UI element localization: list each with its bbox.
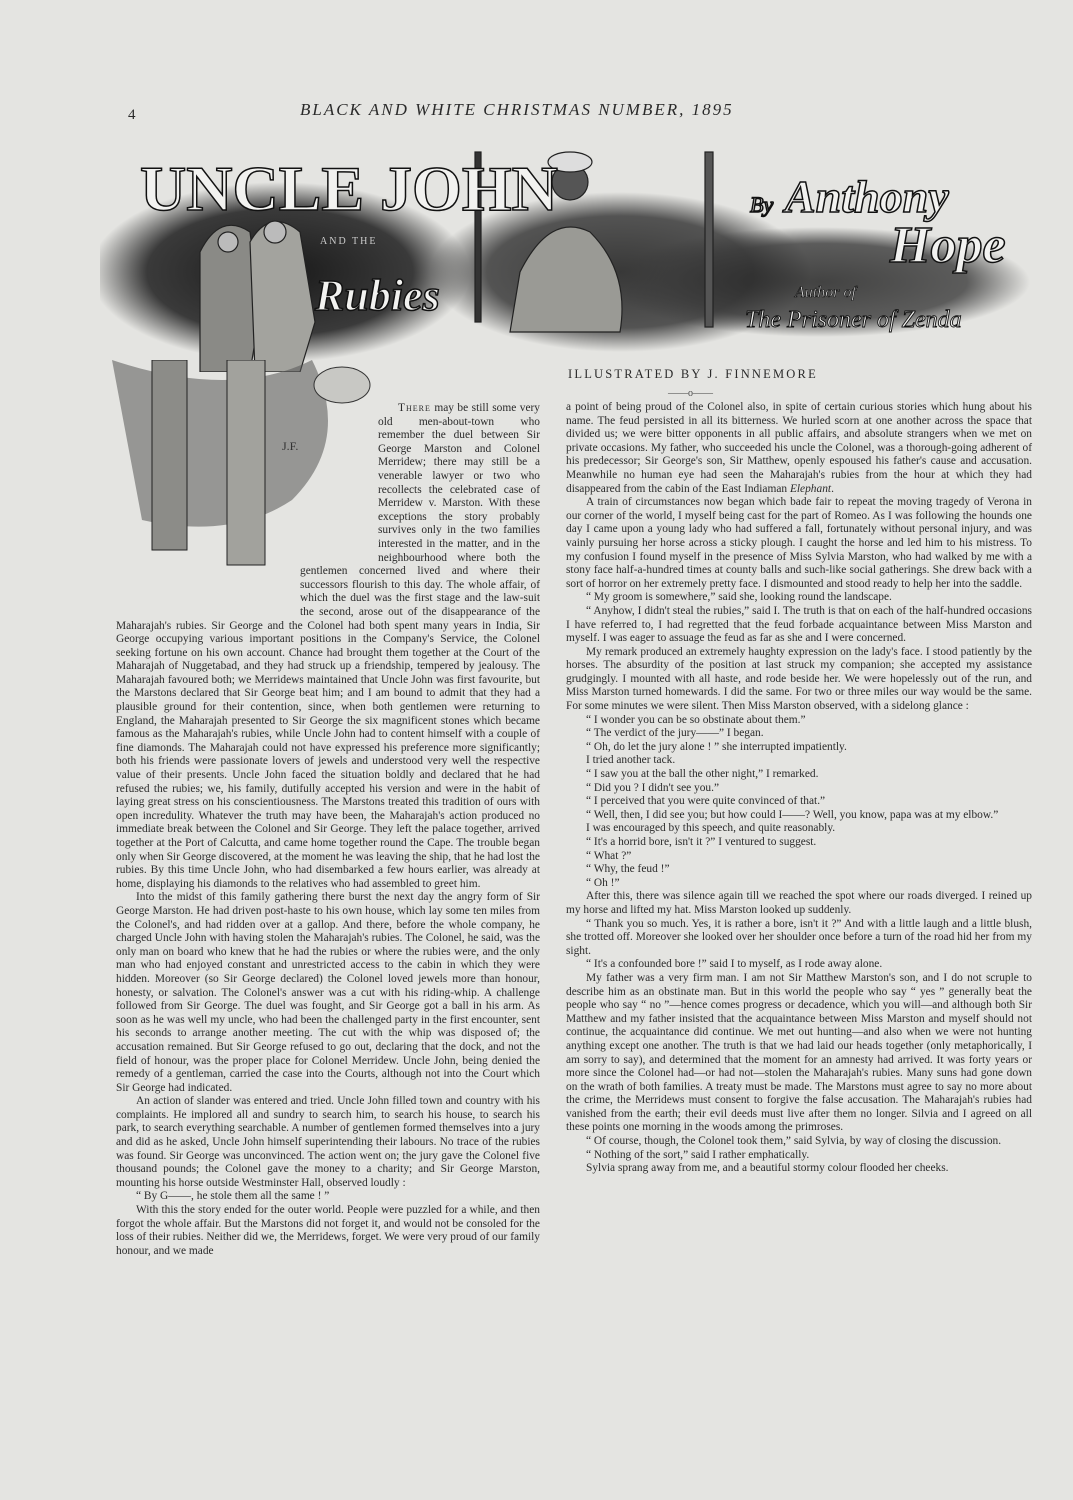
paragraph: “ Thank you so much. Yes, it is rather a bore, isn't it ?” And with a little laugh and a little blush, she trotted off. Moreover she looked over her shoulder once before a turn of the road hid her from my sight. <box>566 917 1032 957</box>
paragraph: “ I saw you at the ball the other night,” I remarked. <box>586 768 819 781</box>
title-illustration <box>100 122 1030 372</box>
paragraph: “ The verdict of the jury——” I began. <box>586 727 764 740</box>
paragraph: “ It's a confounded bore !” said I to myself, as I rode away alone. <box>586 958 883 971</box>
paragraph: After this, there was silence again till we reached the spot where our roads diverged. I reined up my horse and lifted my hat. Miss Marston looked up suddenly. <box>566 890 1032 916</box>
paragraph: “ Oh, do let the jury alone ! ” she interrupted impatiently. <box>586 740 847 753</box>
left-column <box>116 402 540 1258</box>
paragraph: I tried another tack. <box>586 754 676 767</box>
opening-word: There <box>398 402 431 414</box>
two-gentlemen-figures <box>200 221 315 372</box>
svg-text:Hope: Hope <box>890 217 1006 274</box>
title-text: UNCLE JOHN <box>140 153 558 224</box>
page-number: 4 <box>128 107 136 123</box>
paragraph: I was encouraged by this speech, and quite reasonably. <box>586 822 836 835</box>
paragraph: “ Why, the feud !” <box>586 863 670 876</box>
paragraph: “ Well, then, I did see you; but how could I——? Well, you know, papa was at my elbow.” <box>586 808 999 821</box>
paragraph: An action of slander was entered and tried. Uncle John filled town and country with his complaints. He implored all and sundry to search him, to search his house, to search his park, to search everything searchable. A number of gentlemen formed themselves into a jury and did as he asked, Uncle John himself superintending their labours. No trace of the rubies was found. Sir George was unconvinced. The action went on; the jury gave the Colonel five thousand pounds; the Colonel gave the money to a charity; and Sir George Marston, mounting his horse outside Westminster Hall, observed loudly : <box>116 1095 540 1189</box>
svg-text:By: By <box>750 192 774 217</box>
paragraph: “ I perceived that you were quite convinced of that.” <box>586 795 826 808</box>
paragraph: a point of being proud of the Colonel also, in spite of certain curious stories which hung about his name. The feud persisted in all its bitterness. We hurled scorn at one another across the space that divided us; we were bitter opponents in all public affairs, and absolute strangers when we met on private occasions. My father, who succeeded his uncle the Colonel, was a thorough-going adherent of his predecessor; Sir George's son, Sir Matthew, openly espoused his father's cause and accusation. Meanwhile no human eye had seen the Maharajah's rubies from the hour at which they had disappeared from the cabin of the East Indiaman Elephant. <box>566 401 1032 495</box>
paragraph: “ By G——, he stole them all the same ! ” <box>136 1190 330 1203</box>
svg-text:AND THE: AND THE <box>320 236 378 247</box>
paragraph: “ Of course, though, the Colonel took them,” said Sylvia, by way of closing the discussion. <box>586 1135 1002 1148</box>
paragraph: “ I wonder you can be so obstinate about them.” <box>586 713 806 726</box>
paragraph: My remark produced an extremely haughty expression on the lady's face. I stood patiently by the horses. The absurdity of the position at last struck my companion; she accepted my assistance grudgingly. I mounted with all haste, and rode beside her. We were hopelessly out of the run, and Miss Marston turned homewards. I did the same. For two or three miles our way would be the same. For some minutes we were silent. Then Miss Marston observed, with a sidelong glance : <box>566 645 1032 713</box>
paragraph: “ Did you ? I didn't see you.” <box>586 781 720 794</box>
paragraph: There may be still some very old men-about-town who remember the duel between Sir George Marston and Colonel Merridew; there may still be a venerable lawyer or two who recollects the celebrated case of Merridew v. Marston. With these exceptions the story probably survives only in the two families interested in the matter, and in the neighbourhood where both the gentlemen concerned lived and where their successors flourish to this day. The whole affair, of which the duel was the first stage and the law-suit the second, arose out of the disappearance of the Maharajah's rubies. Sir George and the Colonel had both spent many years in India, Sir George occupying various important positions in the Company's Service, the Colonel seeking fortune on his own account. Chance had brought them together at the Court of the Maharajah of Nuggetabad, and they had struck up a friendship, tempered by jealousy. The Maharajah favoured both; we Merridews maintained that Uncle John was first favourite, but the Marstons declared that Sir George beat him; and I am bound to admit that they had a plausible ground for their contention, since, when both gentlemen were returning to England, the Maharajah presented to Sir George the six magnificent stones which became famous as the Maharajah's rubies, while Uncle John had to content himself with a couple of fine diamonds. The Maharajah could not have expressed his preference more significantly; both his friends were passionate lovers of jewels and understood very well the respective value of their presents. Uncle John faced the situation boldly and declared that he had refused the rubies; we, his family, dutifully accepted his version and were in the habit of laying great stress on his conscientiousness. The Marstons treated this tradition of ours with open incredulity. Whatever the truth may have been, the Maharajah's action produced no immediate break between the Colonel and Sir George. They left the palace together, arrived together at the Port of Calcutta, and came home together round the Cape. The trouble began only when Sir George discovered, at the moment he was leaving the ship, that he had lost the rubies. By this time Uncle John, who had disembarked a few hours earlier, was already at home, displaying his diamonds to the relatives who had assembled to greet him. <box>116 402 540 890</box>
paragraph: “ It's a horrid bore, isn't it ?” I ventured to suggest. <box>586 836 817 848</box>
running-head: BLACK AND WHITE CHRISTMAS NUMBER, 1895 <box>300 100 734 119</box>
ship-name: Elephant <box>789 482 832 495</box>
svg-text:Author of: Author of <box>795 284 856 301</box>
illustrator-credit: ILLUSTRATED BY J. FINNEMORE <box>568 367 818 381</box>
svg-text:Rubies: Rubies <box>315 271 440 320</box>
paragraph: With this the story ended for the outer world. People were puzzled for a while, and then forgot the whole affair. But the Marstons did not forget it, and would not be consoled for the loss of their rubies. Neither did we, the Merridews, forget. We were very proud of our family honour, and we made <box>116 1204 540 1257</box>
paragraph: My father was a very firm man. I am not Sir Matthew Marston's son, and I do not scruple to describe him as an obstinate man. But in this world the people who say “ yes ” generally beat the people who say “ no ”—hence comes progress or decadence, which you will—and although both Sir Matthew and my father insisted that the acquaintance between Miss Marston and myself should not continue, the acquaintance did continue. We met out hunting—and also when we were not hunting anything except one another. The truth is that we had laid our heads together (only metaphorically, I am sorry to say), and determined that the moment for an amnesty had arrived. It was forty years or more since the Colonel had—or had not—stolen the Maharajah's rubies. Many suns had gone down on the wrath of both families. A treaty must be made. The Marstons must agree to say no more about the crime, the Merridews must consent to forgive the false accusation. The Maharajah's rubies had vanished from the earth; their evil deeds must live after them no longer. Silvia and I agreed on all these points one morning in the woods among the primroses. <box>566 971 1032 1134</box>
right-column <box>566 401 1032 1176</box>
paragraph: “ Oh !” <box>586 876 620 889</box>
paragraph: A train of circumstances now began which bade fair to repeat the moving tragedy of Verona in our corner of the world, I myself being cast for the part of Romeo. As I was following the hounds one day I came upon a young lady who had suffered a fall, fortunately without personal injury, and was vainly pursuing her horse across a sticky plough. I caught the horse and led him to his mistress. To my confusion I found myself in the presence of Miss Sylvia Marston, who had walked by me with a stony face half-a-hundred times at county balls and such-like social gatherings. She drew back with a sort of horror on her extremely pretty face. I dismounted and stood ready to help her into the saddle. <box>566 496 1032 590</box>
paragraph: “ What ?” <box>586 849 632 862</box>
paragraph: “ My groom is somewhere,” said she, looking round the landscape. <box>586 591 892 604</box>
paragraph: Sylvia sprang away from me, and a beautiful stormy colour flooded her cheeks. <box>586 1162 949 1175</box>
paragraph: “ Anyhow, I didn't steal the rubies,” said I. The truth is that on each of the half-hundred occasions I have referred to, I had regretted that the feud forbade acquaintance between Miss Marston and myself. I was eager to assuage the feud as far as she and I were concerned. <box>566 604 1032 645</box>
paragraph: “ Nothing of the sort,” said I rather emphatically. <box>586 1148 810 1161</box>
paragraph: Into the midst of this family gathering there burst the next day the angry form of Sir George Marston. He had driven post-haste to his own house, which lay some ten miles from the Colonel's, and had ridden over at a gallop. And there, before the whole company, he charged Uncle John with having stolen the Maharajah's rubies. The Colonel, he said, was the only man on board who knew that he had the rubies or where the rubies were, and the only man who had enjoyed constant and unrestricted access to the cabin in which they were hidden. Moreover (so Sir George declared) the Colonel loved jewels more than honour, honesty, or salvation. The Colonel's answer was a cut with his riding-whip. A challenge followed from Sir George. The duel was fought, and Sir George got a ball in his arm. As soon as he was well my uncle, who had been the challenged party in the first encounter, sent his seconds to arrange another meeting. The cut with the whip was disposed of; the accusation remained. But Sir George refused to go out, declaring that the dock, and not the field of honour, was the proper place for Colonel Merridew. Uncle John, being denied the remedy of a gentleman, carried the case into the Courts, although not into the Court which Sir George had indicated. <box>116 891 540 1094</box>
ornament-divider: ——o—— <box>668 388 713 399</box>
svg-text:Anthony: Anthony <box>785 171 949 222</box>
svg-text:The Prisoner of Zenda: The Prisoner of Zenda <box>745 307 962 333</box>
artist-mark: J.F. <box>282 439 299 453</box>
